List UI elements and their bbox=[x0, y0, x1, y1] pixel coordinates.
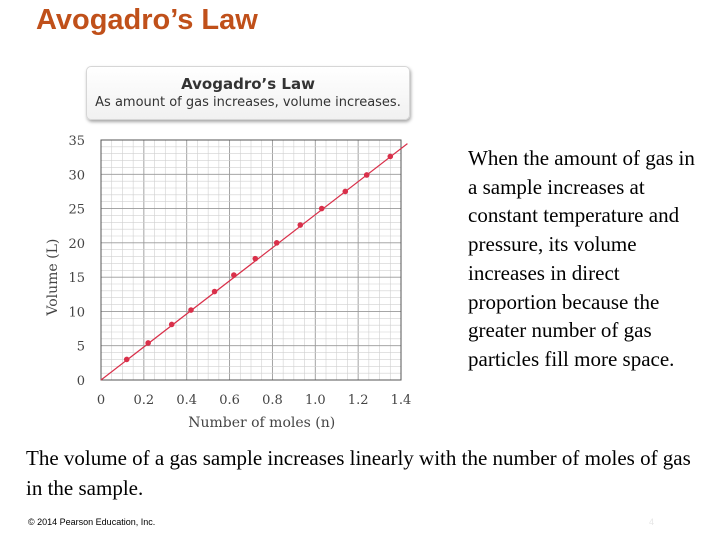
x-tick-label: 0 bbox=[96, 393, 106, 408]
y-tick-label: 0 bbox=[76, 374, 85, 389]
y-tick-label: 25 bbox=[68, 202, 85, 218]
y-tick-label: 10 bbox=[68, 305, 85, 321]
data-point bbox=[274, 240, 280, 246]
chart-subtitle: As amount of gas increases, volume increases. bbox=[95, 95, 401, 110]
data-point bbox=[169, 322, 175, 328]
data-point bbox=[252, 256, 258, 262]
x-tick-label: 0.4 bbox=[176, 393, 198, 408]
page-number: 4 bbox=[648, 517, 654, 527]
data-point bbox=[342, 189, 348, 195]
x-tick-label: 1.2 bbox=[347, 393, 369, 408]
chart-tick-labels bbox=[68, 134, 411, 408]
y-axis-label: Volume (L) bbox=[45, 238, 61, 316]
data-point bbox=[364, 172, 370, 178]
avogadro-chart bbox=[0, 0, 420, 440]
y-tick-label: 20 bbox=[68, 236, 85, 252]
x-tick-label: 1.0 bbox=[304, 393, 326, 408]
data-point bbox=[145, 340, 151, 346]
y-tick-label: 15 bbox=[68, 271, 85, 287]
data-point bbox=[297, 222, 303, 228]
data-point bbox=[188, 307, 194, 313]
y-tick-label: 30 bbox=[68, 168, 85, 184]
data-point bbox=[387, 154, 393, 160]
chart-title: Avogadro’s Law bbox=[181, 75, 315, 93]
side-explanation-text: When the amount of gas in a sample increases at constant temperature and pressure, its volume increases in direct proportion because the greater number of gas particles fill more space. bbox=[468, 146, 695, 371]
x-tick-label: 0.8 bbox=[262, 393, 283, 408]
summary-text: The volume of a gas sample increases linearly with the number of moles of gas in the sample. bbox=[26, 446, 691, 500]
x-axis-label: Number of moles (n) bbox=[188, 415, 336, 431]
y-tick-label: 35 bbox=[68, 134, 85, 149]
x-tick-label: 0.2 bbox=[133, 393, 155, 408]
data-point bbox=[231, 272, 237, 278]
data-point bbox=[212, 289, 218, 295]
x-tick-label: 0.6 bbox=[219, 393, 240, 408]
data-point bbox=[124, 357, 130, 363]
x-tick-label: 1.4 bbox=[390, 393, 412, 408]
copyright-notice: © 2014 Pearson Education, Inc. bbox=[28, 517, 156, 527]
y-tick-label: 5 bbox=[76, 339, 85, 355]
slide-title: Avogadro’s Law bbox=[36, 4, 258, 36]
data-point bbox=[319, 206, 325, 212]
